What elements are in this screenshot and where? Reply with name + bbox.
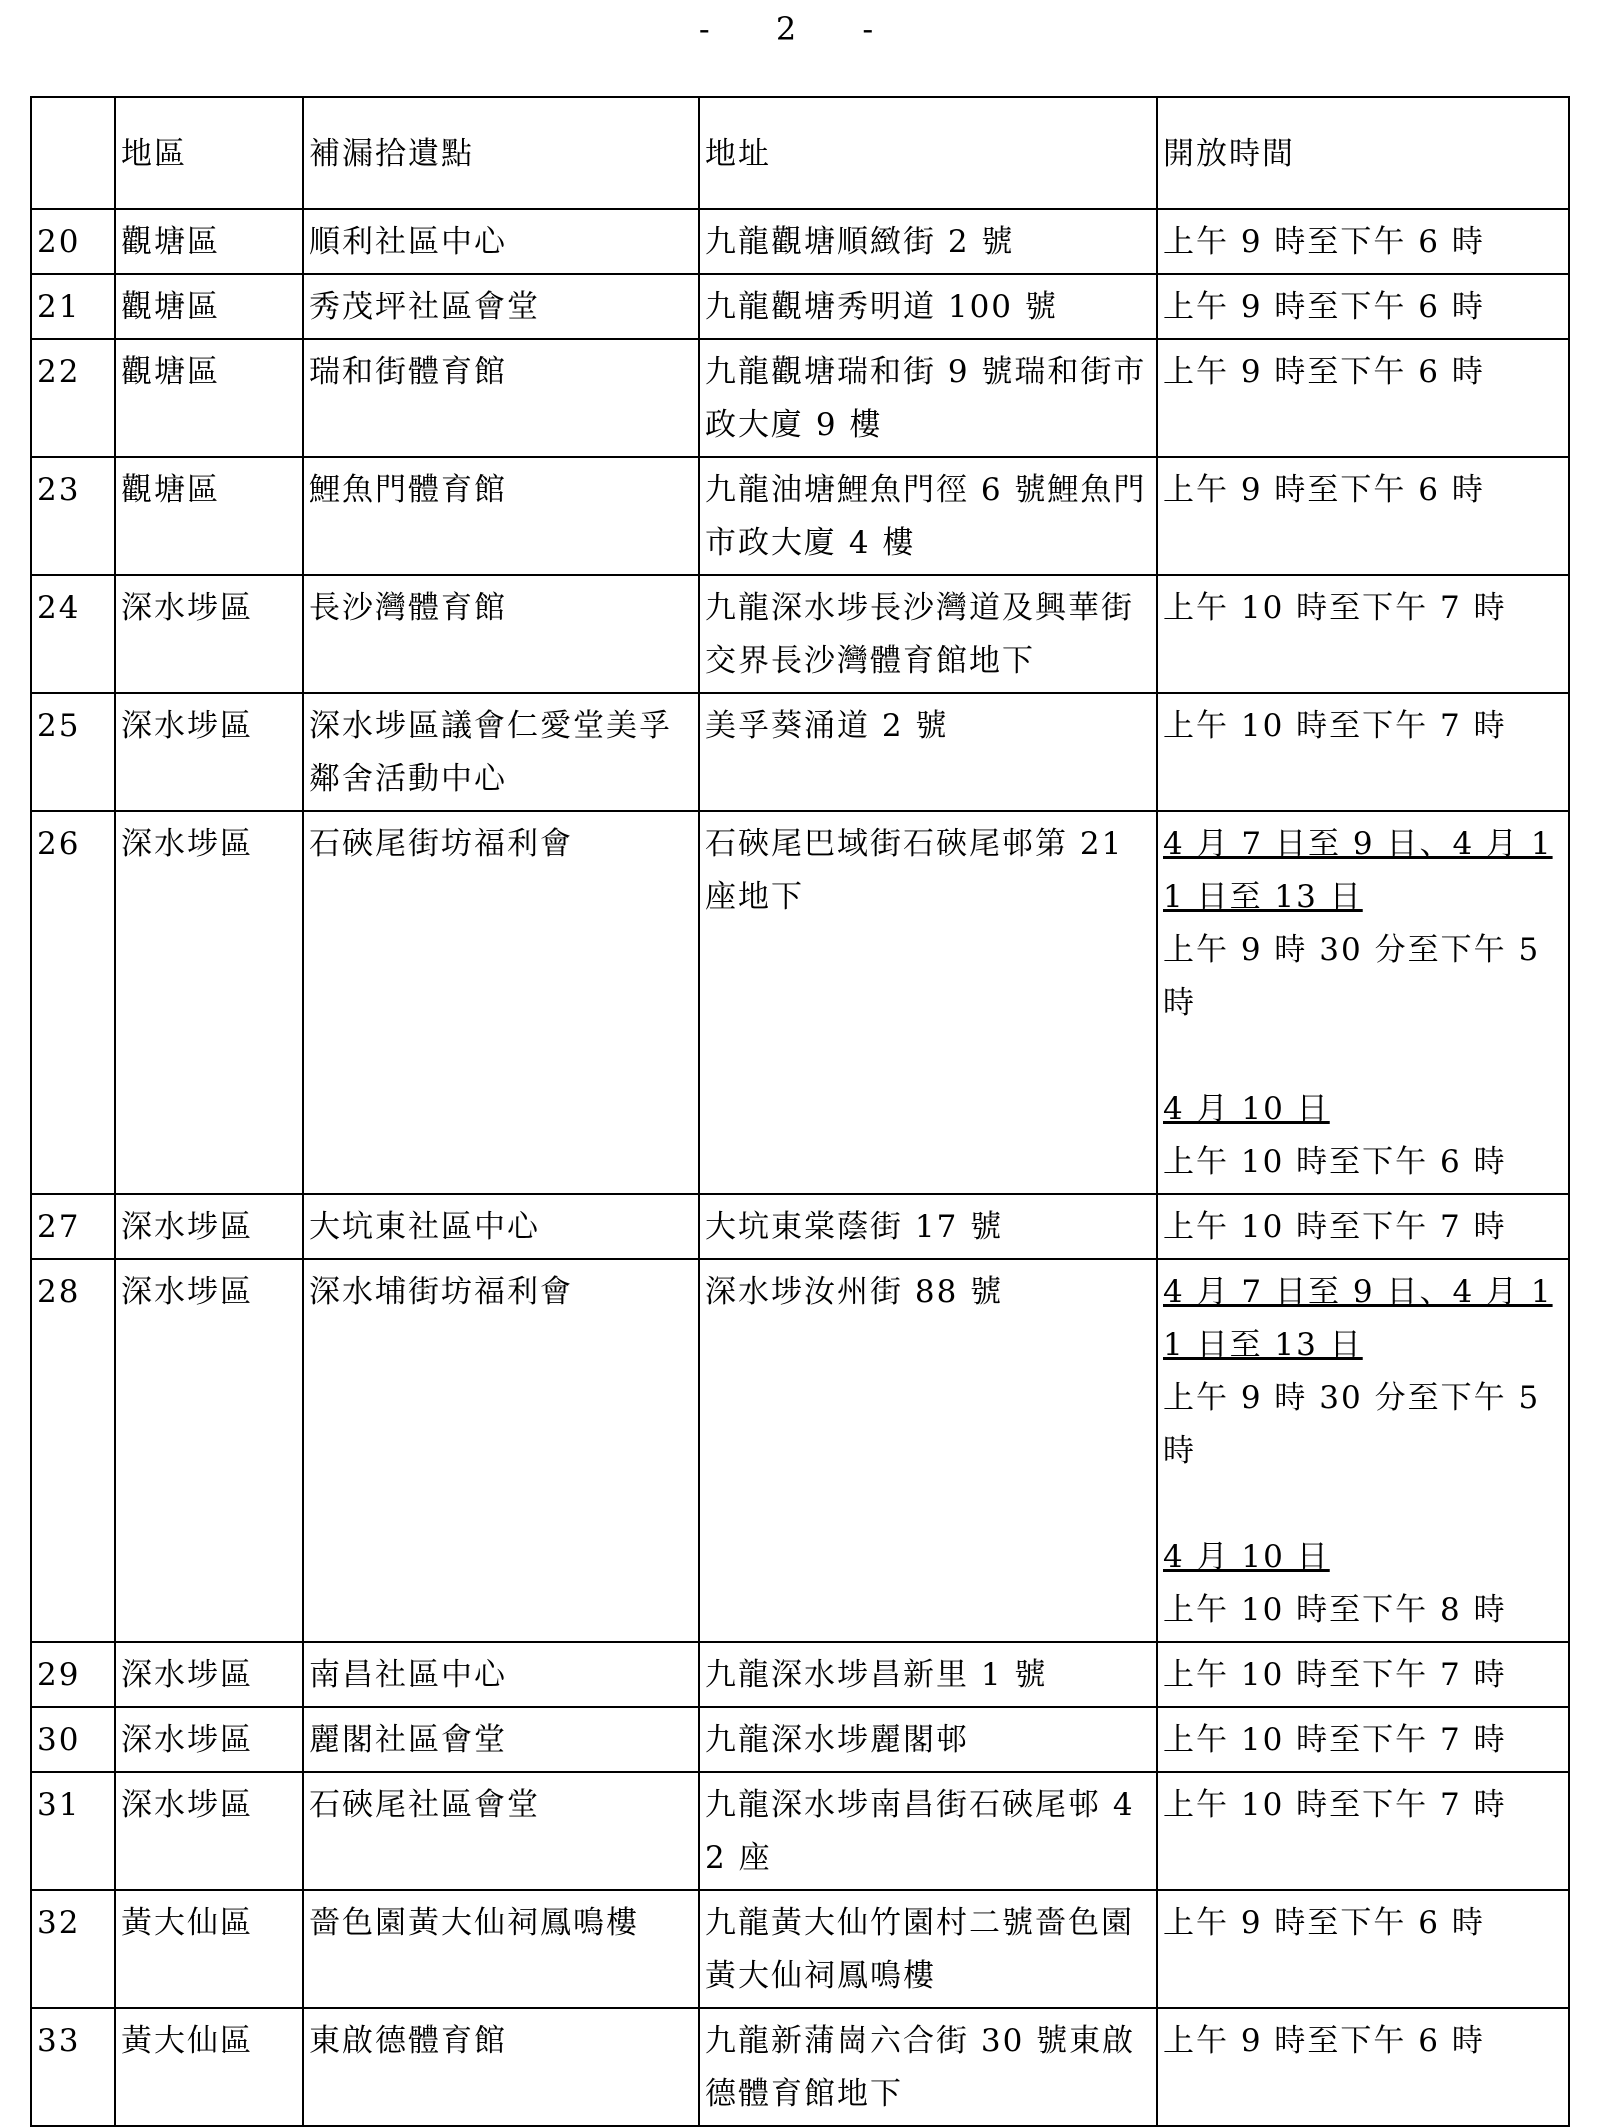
row-number: 21 — [31, 274, 115, 339]
hours-cell — [1157, 693, 1569, 811]
district-cell: 觀塘區 — [115, 209, 303, 274]
header-hours: 開放時間 — [1157, 97, 1569, 209]
row-number: 33 — [31, 2008, 115, 2126]
hours-spacer — [1163, 1030, 1563, 1083]
hours-time: 上午 10 時至下午 7 時 — [1163, 1657, 1507, 1693]
district-cell: 觀塘區 — [115, 274, 303, 339]
venue-cell: 麗閣社區會堂 — [303, 1707, 699, 1772]
table-header-row — [31, 97, 1569, 209]
table-body — [31, 209, 1569, 2126]
row-number: 27 — [31, 1194, 115, 1259]
address-cell: 九龍油塘鯉魚門徑 6 號鯉魚門市政大廈 4 樓 — [699, 457, 1157, 575]
hours-date-range: 4 月 7 日至 9 日、4 月 11 日至 13 日 — [1163, 826, 1553, 915]
address-cell: 大坑東棠蔭街 17 號 — [699, 1194, 1157, 1259]
address-cell: 九龍新蒲崗六合街 30 號東啟德體育館地下 — [699, 2008, 1157, 2126]
hours-cell — [1157, 209, 1569, 274]
hours-spacer — [1163, 753, 1563, 806]
row-number: 25 — [31, 693, 115, 811]
venue-cell: 大坑東社區中心 — [303, 1194, 699, 1259]
hours-time: 上午 10 時至下午 8 時 — [1163, 1592, 1507, 1628]
table-row — [31, 1642, 1569, 1707]
hours-cell — [1157, 811, 1569, 1194]
table-row — [31, 274, 1569, 339]
row-number: 22 — [31, 339, 115, 457]
address-cell: 九龍觀塘秀明道 100 號 — [699, 274, 1157, 339]
district-cell: 深水埗區 — [115, 693, 303, 811]
district-cell: 深水埗區 — [115, 1707, 303, 1772]
venue-cell: 瑞和街體育館 — [303, 339, 699, 457]
address-cell: 石硤尾巴域街石硤尾邨第 21 座地下 — [699, 811, 1157, 1194]
hours-cell — [1157, 457, 1569, 575]
hours-cell — [1157, 1642, 1569, 1707]
hours-cell — [1157, 1772, 1569, 1890]
hours-cell — [1157, 339, 1569, 457]
address-cell: 九龍黃大仙竹園村二號嗇色園黃大仙祠鳳鳴樓 — [699, 1890, 1157, 2008]
row-number: 32 — [31, 1890, 115, 2008]
venue-cell: 深水埗區議會仁愛堂美孚鄰舍活動中心 — [303, 693, 699, 811]
address-cell: 深水埗汝州街 88 號 — [699, 1259, 1157, 1642]
district-cell: 深水埗區 — [115, 1194, 303, 1259]
venue-cell: 長沙灣體育館 — [303, 575, 699, 693]
table-row — [31, 1772, 1569, 1890]
hours-date-range: 4 月 10 日 — [1163, 1539, 1330, 1575]
venue-cell: 南昌社區中心 — [303, 1642, 699, 1707]
venue-cell: 石硤尾街坊福利會 — [303, 811, 699, 1194]
collection-points-table — [30, 96, 1570, 2127]
hours-time: 上午 10 時至下午 7 時 — [1163, 1787, 1507, 1823]
district-cell: 深水埗區 — [115, 1642, 303, 1707]
address-cell: 九龍觀塘順緻街 2 號 — [699, 209, 1157, 274]
row-number: 30 — [31, 1707, 115, 1772]
district-cell: 深水埗區 — [115, 575, 303, 693]
hours-cell — [1157, 1194, 1569, 1259]
district-cell: 黃大仙區 — [115, 1890, 303, 2008]
venue-cell: 順利社區中心 — [303, 209, 699, 274]
hours-spacer — [1163, 1478, 1563, 1531]
table-row — [31, 339, 1569, 457]
hours-cell — [1157, 274, 1569, 339]
hours-time: 上午 10 時至下午 7 時 — [1163, 708, 1507, 744]
table-row — [31, 575, 1569, 693]
table-row — [31, 1707, 1569, 1772]
venue-cell: 鯉魚門體育館 — [303, 457, 699, 575]
hours-time: 上午 10 時至下午 6 時 — [1163, 1144, 1507, 1180]
hours-cell — [1157, 1259, 1569, 1642]
hours-time: 上午 9 時至下午 6 時 — [1163, 224, 1485, 260]
table-row — [31, 209, 1569, 274]
row-number: 31 — [31, 1772, 115, 1890]
district-cell: 深水埗區 — [115, 1772, 303, 1890]
row-number: 26 — [31, 811, 115, 1194]
row-number: 20 — [31, 209, 115, 274]
address-cell: 九龍深水埗長沙灣道及興華街交界長沙灣體育館地下 — [699, 575, 1157, 693]
hours-time: 上午 9 時 30 分至下午 5 時 — [1163, 1380, 1541, 1469]
header-district: 地區 — [115, 97, 303, 209]
hours-time: 上午 10 時至下午 7 時 — [1163, 1209, 1507, 1245]
address-cell: 九龍深水埗昌新里 1 號 — [699, 1642, 1157, 1707]
hours-time: 上午 10 時至下午 7 時 — [1163, 590, 1507, 626]
table-row — [31, 2008, 1569, 2126]
row-number: 28 — [31, 1259, 115, 1642]
header-venue: 補漏拾遺點 — [303, 97, 699, 209]
hours-cell — [1157, 1890, 1569, 2008]
address-cell: 九龍觀塘瑞和街 9 號瑞和街市政大廈 9 樓 — [699, 339, 1157, 457]
table-row — [31, 457, 1569, 575]
hours-date-range: 4 月 10 日 — [1163, 1091, 1330, 1127]
district-cell: 深水埗區 — [115, 1259, 303, 1642]
hours-time: 上午 9 時至下午 6 時 — [1163, 1905, 1485, 1941]
page-number: - 2 - — [698, 10, 902, 48]
district-cell: 黃大仙區 — [115, 2008, 303, 2126]
district-cell: 觀塘區 — [115, 457, 303, 575]
hours-time: 上午 9 時 30 分至下午 5 時 — [1163, 932, 1541, 1021]
table-row — [31, 1194, 1569, 1259]
address-cell: 美孚葵涌道 2 號 — [699, 693, 1157, 811]
venue-cell: 東啟德體育館 — [303, 2008, 699, 2126]
address-cell: 九龍深水埗麗閣邨 — [699, 1707, 1157, 1772]
hours-time: 上午 9 時至下午 6 時 — [1163, 472, 1485, 508]
district-cell: 深水埗區 — [115, 811, 303, 1194]
hours-time: 上午 9 時至下午 6 時 — [1163, 289, 1485, 325]
header-number — [31, 97, 115, 209]
table-row — [31, 811, 1569, 1194]
hours-time: 上午 9 時至下午 6 時 — [1163, 354, 1485, 390]
header-address: 地址 — [699, 97, 1157, 209]
venue-cell: 嗇色園黃大仙祠鳳鳴樓 — [303, 1890, 699, 2008]
table-row — [31, 1259, 1569, 1642]
hours-time: 上午 9 時至下午 6 時 — [1163, 2023, 1485, 2059]
district-cell: 觀塘區 — [115, 339, 303, 457]
hours-date-range: 4 月 7 日至 9 日、4 月 11 日至 13 日 — [1163, 1274, 1553, 1363]
venue-cell: 秀茂坪社區會堂 — [303, 274, 699, 339]
row-number: 29 — [31, 1642, 115, 1707]
table-row — [31, 1890, 1569, 2008]
venue-cell: 深水埔街坊福利會 — [303, 1259, 699, 1642]
row-number: 24 — [31, 575, 115, 693]
hours-time: 上午 10 時至下午 7 時 — [1163, 1722, 1507, 1758]
table-row — [31, 693, 1569, 811]
hours-cell — [1157, 2008, 1569, 2126]
hours-cell — [1157, 575, 1569, 693]
hours-cell — [1157, 1707, 1569, 1772]
row-number: 23 — [31, 457, 115, 575]
address-cell: 九龍深水埗南昌街石硤尾邨 42 座 — [699, 1772, 1157, 1890]
venue-cell: 石硤尾社區會堂 — [303, 1772, 699, 1890]
